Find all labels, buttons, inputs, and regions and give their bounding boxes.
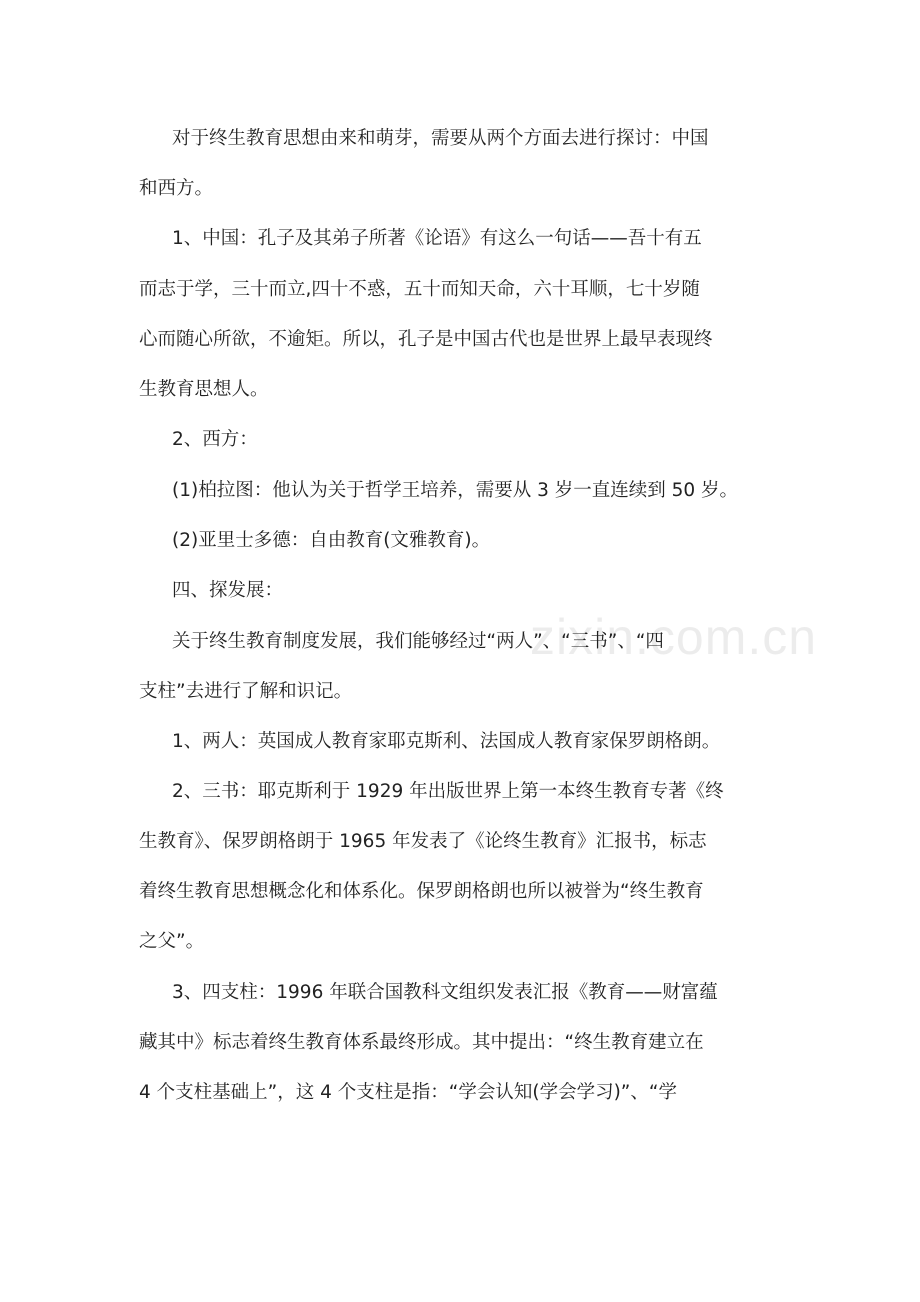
paragraph-line: 生教育》、保罗朗格朗于 1965 年发表了《论终生教育》汇报书，标志: [139, 831, 707, 852]
paragraph-line: 藏其中》标志着终生教育体系最终形成。其中提出：“终生教育建立在: [139, 1032, 704, 1053]
paragraph-line: 对于终生教育思想由来和萌芽，需要从两个方面去进行探讨：中国: [172, 128, 709, 149]
paragraph-line: 而志于学，三十而立,四十不惑，五十而知天命，六十耳顺，七十岁随: [139, 279, 700, 300]
paragraph-line: 心而随心所欲，不逾矩。所以，孔子是中国古代也是世界上最早表现终: [139, 329, 713, 350]
paragraph-line: 关于终生教育制度发展，我们能够经过“两人”、“三书”、“四: [172, 631, 664, 652]
paragraph-line: 支柱”去进行了解和识记。: [139, 681, 353, 702]
paragraph-line: 着终生教育思想概念化和体系化。保罗朗格朗也所以被誉为“终生教育: [139, 881, 704, 902]
paragraph-line: 生教育思想人。: [139, 379, 269, 400]
paragraph-line: 2、西方：: [172, 429, 258, 450]
paragraph-line: 1、中国：孔子及其弟子所著《论语》有这么一句话——吾十有五: [172, 228, 702, 249]
paragraph-line: 3、四支柱：1996 年联合国教科文组织发表汇报《教育——财富蕴: [172, 982, 718, 1003]
paragraph-line: 1、两人：英国成人教育家耶克斯利、法国成人教育家保罗朗格朗。: [172, 731, 721, 752]
paragraph-line: 4 个支柱基础上”，这 4 个支柱是指：“学会认知(学会学习)”、“学: [139, 1082, 677, 1103]
paragraph-line: 2、三书：耶克斯利于 1929 年出版世界上第一本终生教育专著《终: [172, 781, 724, 802]
paragraph-line: (2)亚里士多德：自由教育(文雅教育)。: [172, 530, 491, 551]
section-heading: 四、探发展：: [172, 580, 284, 601]
paragraph-line: 和西方。: [139, 178, 214, 199]
paragraph-line: 之父”。: [139, 931, 205, 952]
watermark: zixin.com.cn: [530, 609, 818, 665]
paragraph-line: (1)柏拉图：他认为关于哲学王培养，需要从 3 岁一直连续到 50 岁。: [172, 480, 739, 501]
